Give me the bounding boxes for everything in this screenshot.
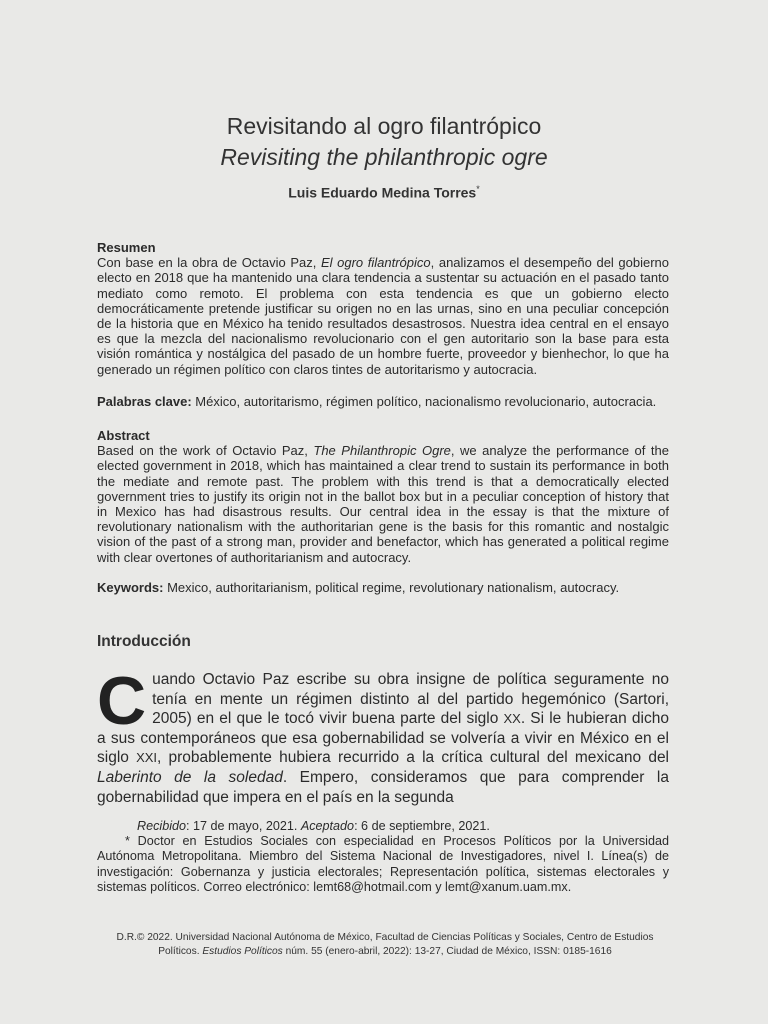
abstract-text-post: , we analyze the performance of the elected government in 2018, which has maintained a clear trend to sustain its performance in both the mediate and remote past. The problem with this trend is that a democratically elected government tries to justify its origin not in the ballot box but in a peculiar conception of history that in Mexico has had disastrous results. Our central idea in the essay is that the mixture of revolutionary nationalism with the authoritarian gene is the basis for this romantic and nostalgic vision of the past of a strong man, provider and benefactor, which has generated a political regime with clear overtones of authoritarianism and autocracy. <box>97 443 669 565</box>
accepted-label: Aceptado <box>300 819 355 833</box>
author-bio-text: Doctor en Estudios Sociales con especialidad en Procesos Políticos por la Universidad Autónoma Metropolitana. Miembro del Sistema Nacional de Investigadores, nivel I. Línea(s) de investigación: Gobernanza y justicia electorales; Representación política, sistemas electorales y sistemas políticos. Correo electrónico: lemt68@hotmail.com y lemt@xanum.uam.mx. <box>97 834 669 894</box>
author-line <box>0 184 768 201</box>
author-footnote-mark: * <box>476 184 480 194</box>
abstract-text <box>97 443 669 565</box>
section-heading-introduccion: Introducción <box>97 633 191 650</box>
copyright-text-pre: D.R.© 2022. Universidad Nacional Autónoma de México, Facultad de Ciencias Políticas y Sociales, Centro de Estudios Políticos. <box>116 932 654 957</box>
journal-name: Estudios Políticos <box>202 946 283 957</box>
copyright-text-post: núm. 55 (enero-abril, 2022): 13-27, Ciudad de México, ISSN: 0185-1616 <box>282 946 612 957</box>
keywords-label: Keywords: <box>97 580 164 595</box>
resumen-work-title: El ogro filantrópico <box>320 255 431 271</box>
intro-text-1: uando Octavio Paz escribe su obra insigne de política seguramente no tenía en mente un régimen distinto al del partido hegemónico (Sartori, 2005) en el que le tocó vivir buena parte del siglo <box>152 671 669 728</box>
intro-text-4: . Empero, consideramos que para comprender la gobernabilidad que impera en el país en la segunda <box>97 768 669 806</box>
resumen-section <box>97 240 669 377</box>
intro-text-3: , probablemente hubiera recurrido a la crítica cultural del mexicano del <box>157 749 670 767</box>
century-xx: XX <box>503 711 521 727</box>
footnote-dates <box>97 819 669 834</box>
abstract-work-title: The Philanthropic Ogre <box>313 443 451 459</box>
resumen-text-pre: Con base en la obra de Octavio Paz, <box>97 255 321 271</box>
title-spanish: Revisitando al ogro filantrópico <box>226 113 542 139</box>
footnote-author-bio <box>97 834 669 895</box>
intro-paragraph <box>97 663 670 807</box>
title-english: Revisiting the philanthropic ogre <box>220 144 548 170</box>
footnotes <box>97 819 669 895</box>
resumen-heading: Resumen <box>97 240 156 255</box>
intro-text-2: . Si le hubieran dicho a sus contemporáneos que esa gobernabilidad se volvería a vivir en México en el siglo <box>97 710 669 767</box>
resumen-text-post: , analizamos el desempeño del gobierno electo en 2018 que ha mantenido una clara tendencia a sustentar su actuación en el pasado tanto mediato como remoto. El problema con esta tendencia es que un gobierno electo democráticamente pretende justificar su origen no en las urnas, sino en una peculiar concepción de la historia que en México ha tenido resultados desastrosos. Nuestra idea central en el ensayo es que la mezcla del nacionalismo revolucionario con el gen autoritario son la base para esta visión romántica y nostálgica del pasado de un hombre fuerte, proveedor y bienhechor, lo que ha generado un régimen político con claros tintes de autoritarismo y autocracia. <box>97 255 670 377</box>
abstract-text-pre: Based on the work of Octavio Paz, <box>97 443 314 459</box>
drop-cap: C <box>97 663 147 739</box>
received-label: Recibido <box>137 819 187 833</box>
author-name: Luis Eduardo Medina Torres <box>288 184 477 201</box>
resumen-text <box>97 255 669 377</box>
keywords-text: Mexico, authoritarianism, political regime, revolutionary nationalism, autocracy. <box>163 580 620 595</box>
laberinto-title: Laberinto de la soledad <box>97 768 283 786</box>
accepted-date: : 6 de septiembre, 2021. <box>354 819 490 833</box>
palabras-clave-label: Palabras clave: <box>97 394 192 409</box>
received-date: : 17 de mayo, 2021. <box>186 819 301 833</box>
palabras-clave <box>97 394 669 409</box>
palabras-clave-text: México, autoritarismo, régimen político, nacionalismo revolucionario, autocracia. <box>191 394 657 409</box>
footnote-mark: * <box>125 834 130 849</box>
abstract-section <box>97 428 669 565</box>
abstract-heading: Abstract <box>97 428 150 443</box>
keywords <box>97 580 669 595</box>
copyright-notice <box>110 931 660 959</box>
century-xxi: XXI <box>136 750 158 766</box>
